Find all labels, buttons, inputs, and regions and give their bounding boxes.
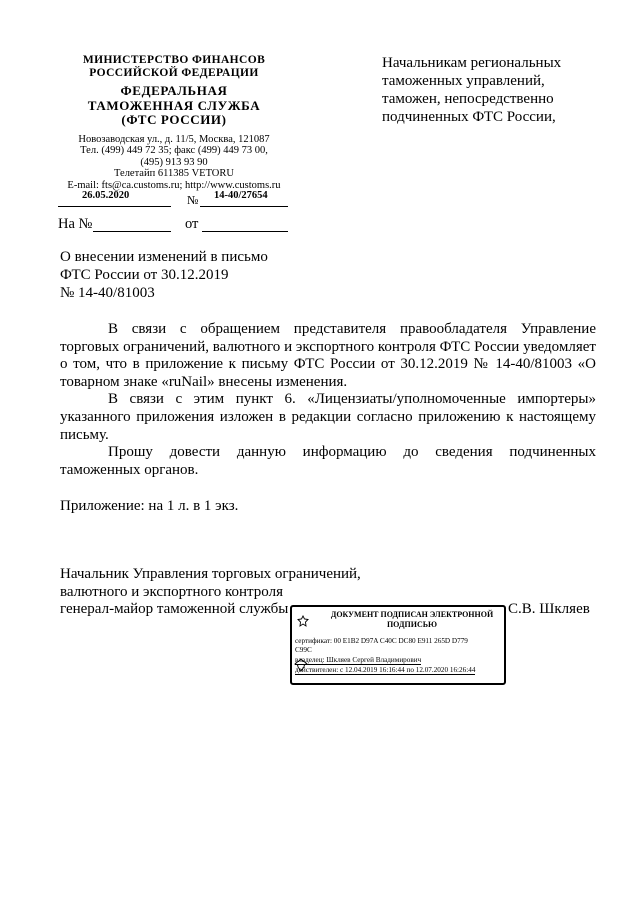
stamp-owner: владелец: Шкляев Сергей Владимирович <box>295 656 422 664</box>
eagle-icon <box>294 658 308 672</box>
body-paragraph-1: В связи с обращением представителя правообладателя Управление торговых ограничений, валютного и экспортного контроля ФТС России уведомляет о том, что в приложение к письму ФТС России от 30.12.2019 № 14-40/81003 «О товарном знаке «ruNail» внесены изменения. <box>60 321 596 390</box>
sender-header <box>58 54 290 191</box>
reg-date-line <box>58 206 171 207</box>
letter-subject: О внесении изменений в письмо ФТС России от 30.12.2019 № 14-40/81003 <box>60 249 268 301</box>
stamp-certificate-cont: C99C <box>295 646 312 654</box>
reg-number-line <box>200 206 288 207</box>
body-paragraph-3: Прошу довести данную информацию до сведения подчиненных таможенных органов. <box>60 444 596 478</box>
stamp-validity: действителен: с 12.04.2019 16:16:44 по 12.07.2020 16:26:44 <box>295 666 476 674</box>
registration-number-label: № <box>187 193 199 207</box>
signatory-name: С.В. Шкляев <box>508 601 590 617</box>
signatory-position: Начальник Управления торговых ограничений, валютного и экспортного контроля генерал-майор таможенной службы <box>60 566 361 618</box>
stamp-certificate: сертификат: 00 E1B2 D97A C40C DC80 E911 265D D779 <box>295 637 468 645</box>
ref-date-label: от <box>185 216 199 232</box>
ref-date-line <box>202 231 288 232</box>
ministry-name: МИНИСТЕРСТВО ФИНАНСОВ РОССИЙСКОЙ ФЕДЕРАЦИИ <box>82 54 266 79</box>
ref-number-label: На № <box>58 216 93 232</box>
stamp-title: ДОКУМЕНТ ПОДПИСАН ЭЛЕКТРОННОЙ ПОДПИСЬЮ <box>330 610 494 629</box>
ref-number-line <box>93 231 171 232</box>
electronic-signature-stamp <box>290 605 506 685</box>
body-paragraph-2: В связи с этим пункт 6. «Лицензиаты/уполномоченные импортеры» указанного приложения изложен в редакции согласно приложению к настоящему письму. <box>60 391 596 443</box>
service-name: ФЕДЕРАЛЬНАЯ ТАМОЖЕННАЯ СЛУЖБА (ФТС РОССИИ) <box>87 83 261 127</box>
addressee: Начальникам региональных таможенных управлений, таможен, непосредственно подчиненных ФТС России, <box>382 55 562 125</box>
letter-body <box>60 321 596 479</box>
registration-date: 26.05.2020 <box>82 190 130 201</box>
attachment-note: Приложение: на 1 л. в 1 экз. <box>60 498 239 514</box>
emblem-icon <box>297 615 309 627</box>
sender-address: Новозаводская ул., д. 11/5, Москва, 121087 Тел. (499) 449 72 35; факс (499) 449 73 00, (495) 913 93 90 Телетайп 611385 VETORU E-mail: fts@ca.customs.ru; http://www.customs.ru <box>67 133 281 191</box>
registration-number: 14-40/27654 <box>214 190 268 201</box>
